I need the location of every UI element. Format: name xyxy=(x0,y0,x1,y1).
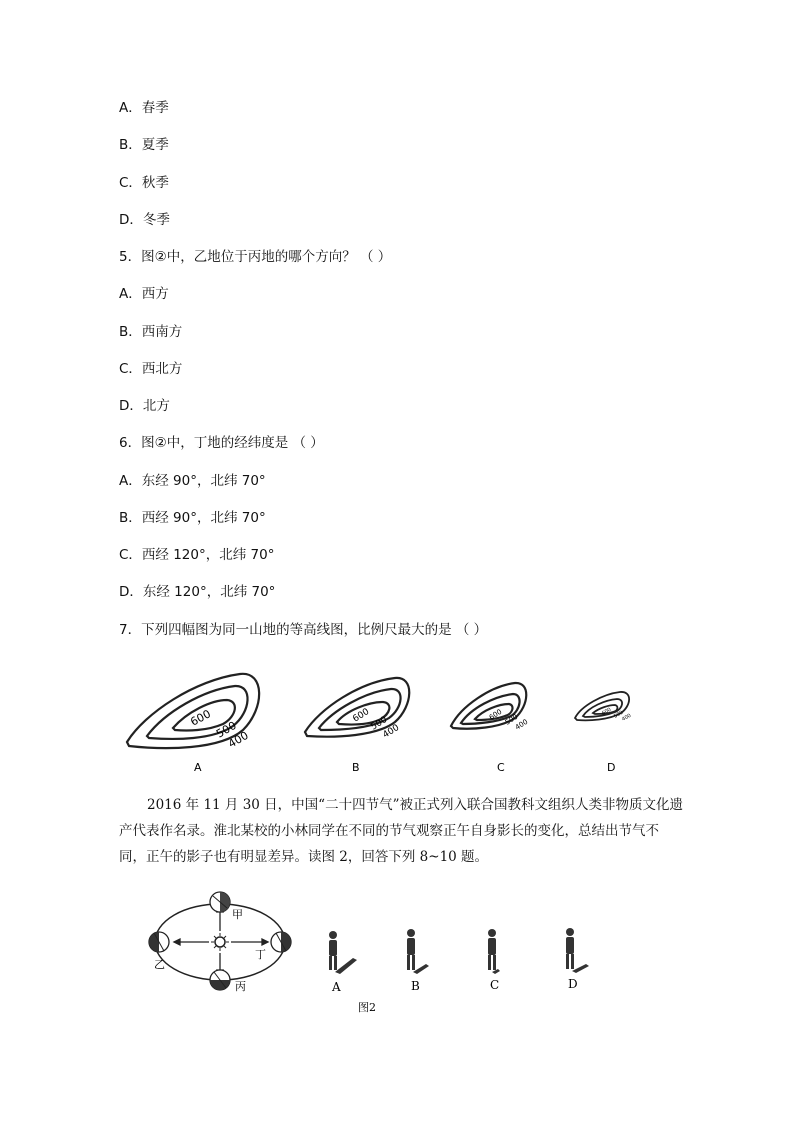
person-with-shadow-a xyxy=(329,931,357,974)
person-label-b: B xyxy=(411,979,420,993)
contour-maps-figure xyxy=(115,658,675,783)
person-with-shadow-c xyxy=(488,929,500,974)
map-c-label-600: 600 xyxy=(487,707,504,722)
q6-option-a[interactable]: A．东经 90°，北纬 70° xyxy=(119,473,266,489)
map-label-d: D xyxy=(607,761,616,774)
person-label-a: A xyxy=(332,980,341,994)
q6-option-c[interactable]: C．西经 120°，北纬 70° xyxy=(119,547,275,563)
map-c-label-400: 400 xyxy=(513,717,530,732)
orbit-label-jia: 甲 xyxy=(232,908,243,921)
earth-icon-yi xyxy=(149,932,169,952)
person-label-c: C xyxy=(490,978,500,992)
earth-icon-jia xyxy=(210,892,230,912)
q6-option-d[interactable]: D．东经 120°，北纬 70° xyxy=(119,584,276,600)
q6-option-b[interactable]: B．西经 90°，北纬 70° xyxy=(119,510,266,526)
q7-stem: 7．下列四幅图为同一山地的等高线图，比例尺最大的是 （ ） xyxy=(119,622,488,638)
map-label-a: A xyxy=(194,761,202,774)
q5-option-d[interactable]: D．北方 xyxy=(119,398,170,414)
orbit-label-yi: 乙 xyxy=(154,958,165,971)
map-label-b: B xyxy=(352,761,360,774)
q4-option-a[interactable]: A．春季 xyxy=(119,100,169,116)
map-a-label-600: 600 xyxy=(188,707,213,729)
person-with-shadow-d xyxy=(566,928,589,973)
figure-2 xyxy=(140,880,620,1020)
orbit-label-bing: 丙 xyxy=(235,980,246,993)
q5-option-c[interactable]: C．西北方 xyxy=(119,361,183,377)
orbit-label-ding: 丁 xyxy=(255,948,266,961)
map-d-label-400: 400 xyxy=(621,712,633,723)
q6-stem: 6．图②中，丁地的经纬度是 （ ） xyxy=(119,435,324,451)
map-d-label-600: 600 xyxy=(601,706,613,717)
map-a-label-500: 500 xyxy=(214,718,239,741)
map-b-label-500: 500 xyxy=(369,714,390,733)
map-a-label-400: 400 xyxy=(226,728,251,751)
figure-2-caption: 图2 xyxy=(358,1001,376,1014)
q4-option-b[interactable]: B．夏季 xyxy=(119,137,169,153)
earth-icon-ding xyxy=(271,932,291,952)
earth-icon-bing xyxy=(210,970,230,990)
q4-option-c[interactable]: C．秋季 xyxy=(119,175,169,191)
q5-option-a[interactable]: A．西方 xyxy=(119,286,169,302)
q4-option-d[interactable]: D．冬季 xyxy=(119,212,170,228)
person-label-d: D xyxy=(568,977,578,991)
map-d-label-500: 500 xyxy=(613,709,625,720)
map-b-label-400: 400 xyxy=(381,722,402,741)
q5-stem: 5．图②中，乙地位于丙地的哪个方向？ （ ） xyxy=(119,249,392,265)
sun-icon xyxy=(211,933,229,951)
q5-option-b[interactable]: B．西南方 xyxy=(119,324,183,340)
map-b-label-600: 600 xyxy=(351,706,372,725)
person-with-shadow-b xyxy=(407,929,429,974)
map-c-label-500: 500 xyxy=(503,712,520,727)
map-label-c: C xyxy=(497,761,505,774)
passage-text: 2016 年 11 月 30 日，中国“二十四节气”被正式列入联合国教科文组织人类非物质文化遗产代表作名录。淮北某校的小林同学在不同的节气观察正午自身影长的变化，总结出节气不同，正午的影子也有明显差异。读图 2，回答下列 8~10 题。 xyxy=(119,797,683,865)
